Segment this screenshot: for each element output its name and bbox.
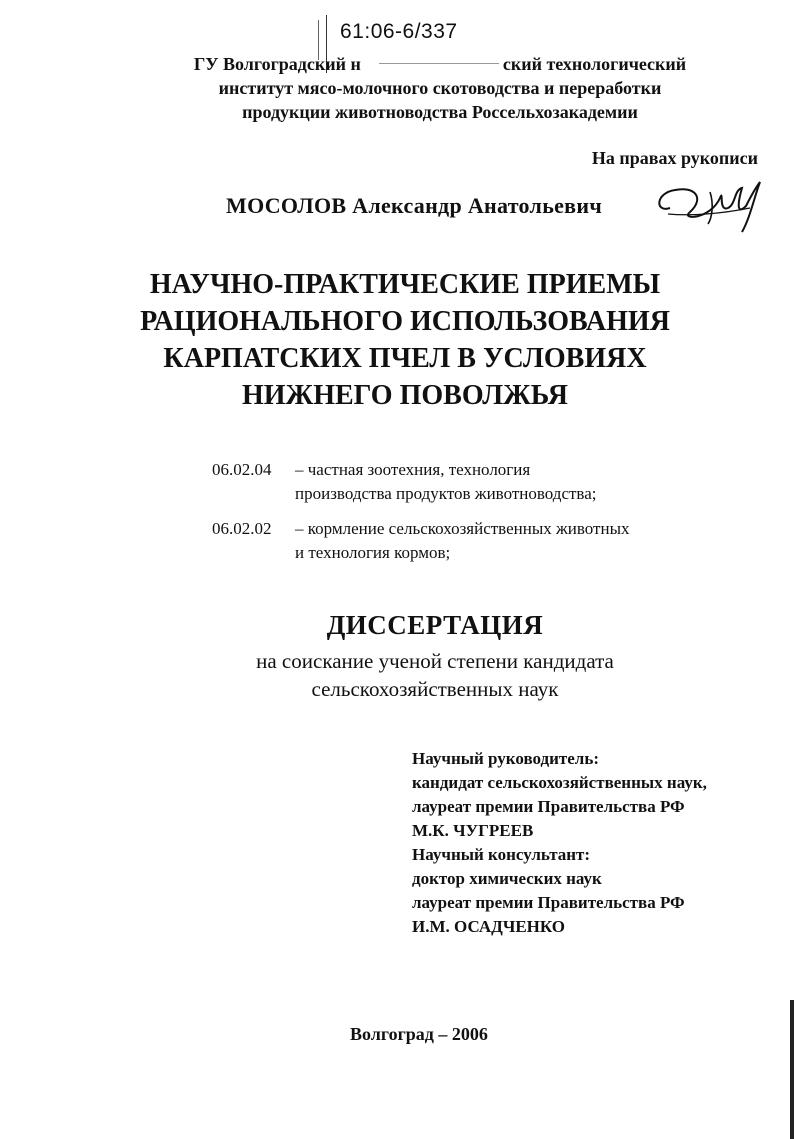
specialty-description: – частная зоотехния, технология xyxy=(295,460,531,479)
specialty-1 xyxy=(212,458,712,506)
advisors-block xyxy=(412,747,707,939)
advisor-line: кандидат сельскохозяйственных наук, xyxy=(412,773,707,792)
author-name: МОСОЛОВ Александр Анатольевич xyxy=(226,193,603,218)
advisor-line: М.К. ЧУГРЕЕВ xyxy=(412,821,534,840)
degree-line-2: сельскохозяйственных наук xyxy=(311,677,559,701)
title-line: РАЦИОНАЛЬНОГО ИСПОЛЬЗОВАНИЯ xyxy=(140,306,670,337)
institution-line-1 xyxy=(110,52,770,77)
specialty-code: 06.02.04 xyxy=(212,460,272,479)
specialty-description: – кормление сельскохозяйственных животных xyxy=(295,519,630,538)
specialty-description-cont: производства продуктов животноводства; xyxy=(295,484,597,503)
institution-line-3: продукции животноводства Россельхозакадемии xyxy=(242,102,638,122)
document-type-heading: ДИССЕРТАЦИЯ xyxy=(326,610,544,640)
institution-line-1-right: ский технологический xyxy=(502,54,687,74)
advisor-line: Научный руководитель: xyxy=(412,749,599,768)
city-year: Волгоград – 2006 xyxy=(350,1024,488,1044)
advisor-line: доктор химических наук xyxy=(412,869,602,888)
dissertation-title xyxy=(60,266,750,414)
library-stamp: 61:06-6/337 xyxy=(340,20,458,43)
degree-line-1: на соискание ученой степени кандидата xyxy=(256,649,614,673)
advisor-line: И.М. ОСАДЧЕНКО xyxy=(412,917,566,936)
title-line: КАРПАТСКИХ ПЧЕЛ В УСЛОВИЯХ xyxy=(163,343,647,374)
signature-mark xyxy=(650,168,770,238)
specialty-description-cont: и технология кормов; xyxy=(295,543,451,562)
rights-notice: На правах рукописи xyxy=(591,148,758,168)
title-line: НИЖНЕГО ПОВОЛЖЬЯ xyxy=(241,380,568,411)
advisor-line: лауреат премии Правительства РФ xyxy=(412,893,685,912)
advisor-line: Научный консультант: xyxy=(412,845,591,864)
advisor-line: лауреат премии Правительства РФ xyxy=(412,797,685,816)
institution-line-2: институт мясо-молочного скотоводства и переработки xyxy=(218,78,662,98)
degree-statement xyxy=(60,647,794,703)
title-line: НАУЧНО-ПРАКТИЧЕСКИЕ ПРИЕМЫ xyxy=(149,269,661,300)
specialty-2 xyxy=(212,517,712,565)
specialty-code: 06.02.02 xyxy=(212,519,272,538)
institution-line-1-left: ГУ Волгоградский н xyxy=(193,54,361,74)
scan-edge-shadow xyxy=(790,1000,794,1139)
